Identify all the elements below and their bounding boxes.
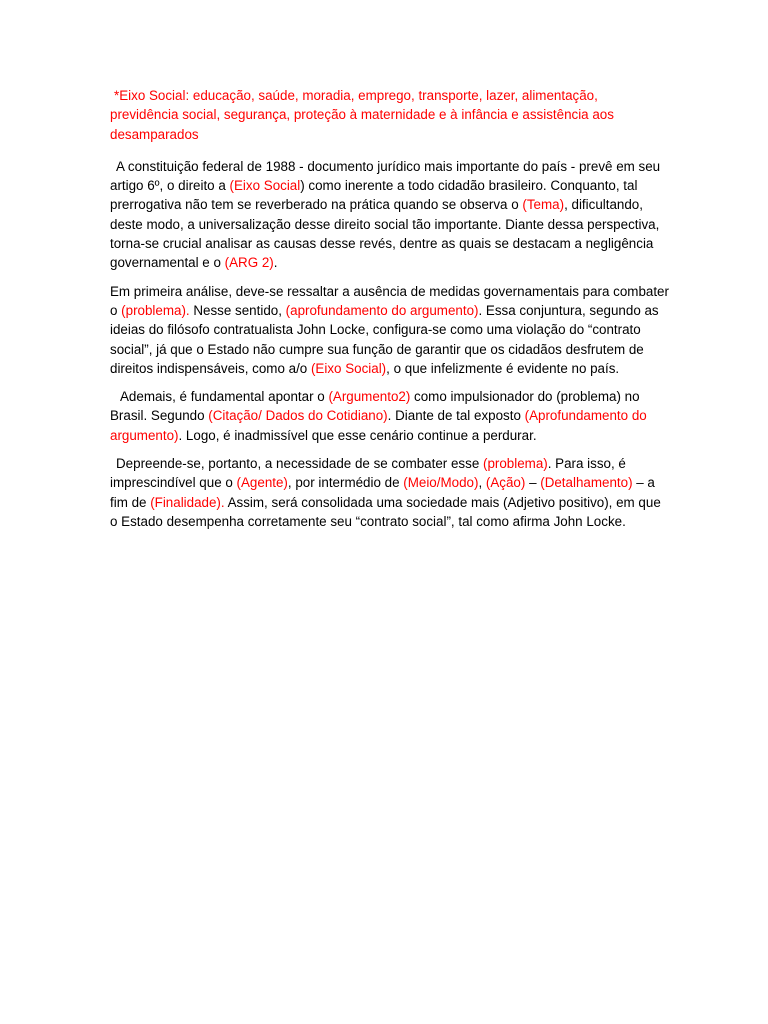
body-text: ) como inerente a todo cidadão brasileiro. Conquanto, tal prerrogativa não tem se reverberado na prática quando se observa o [110,178,638,213]
body-text: Nesse sentido, [189,302,286,318]
placeholder-text: (Eixo Social) [310,360,387,376]
placeholder-text: (Meio/Modo) [403,475,479,491]
placeholder-text: (Tema) [522,197,565,213]
body-text: , por intermédio de [287,475,404,491]
placeholder-text: (Aprofundamento do argumento) [110,408,647,443]
body-text: A constituição federal de 1988 - documento jurídico mais importante do país - prevê em seu artigo 6º, o direito a [110,158,661,194]
document-page [110,86,670,540]
development-paragraph-1 [110,282,670,378]
body-text: , dificultando, deste modo, a universalização desse direito social tão importante. Diante dessa perspectiva, torna-se crucial analisar as causas desse revés, dentre as quais se destacam a negligência governamental e o [110,197,660,271]
body-text: Depreende-se, portanto, a necessidade de se combater esse [116,456,483,472]
placeholder-text: (Argumento2) [328,389,411,405]
body-text: Em primeira análise, deve-se ressaltar a ausência de medidas governamentais para combater o [110,283,669,318]
body-text: Assim, será consolidada uma sociedade mais (Adjetivo positivo), em que o Estado desempenha corretamente seu “contrato social”, tal como afirma John Locke. [110,494,661,529]
introduction-paragraph [110,157,670,273]
placeholder-text: (Ação) [485,475,526,491]
body-text: – [525,475,541,491]
placeholder-text: (Finalidade). [150,494,225,510]
body-text: . Para isso, é imprescindível que o [110,456,626,491]
body-text: , [478,475,486,491]
body-text: . Diante de tal exposto [387,408,525,424]
body-text: – a fim de [110,475,655,510]
placeholder-text: (Agente) [236,475,288,491]
placeholder-text: (Citação/ Dados do Cotidiano) [208,408,388,424]
body-text: , o que infelizmente é evidente no país. [386,360,620,376]
body-text: . Logo, é inadmissível que esse cenário continue a perdurar. [178,427,537,443]
placeholder-text: (aprofundamento do argumento) [285,302,479,318]
placeholder-text: (ARG 2) [224,255,274,271]
conclusion-paragraph [110,454,670,531]
eixo-social-header: *Eixo Social: educação, saúde, moradia, emprego, transporte, lazer, alimentação, previdência social, segurança, proteção à maternidade e à infância e assistência aos desamparados [110,88,614,142]
placeholder-text: (problema). [121,302,190,318]
placeholder-text: (Eixo Social [229,178,301,194]
body-text: . Essa conjuntura, segundo as ideias do filósofo contratualista John Locke, configura-se como uma violação do “contrato social”, já que o Estado não cumpre sua função de garantir que os cidadãos desfrutem de direitos indispensáveis, como a/o [110,302,659,376]
body-text: como impulsionador do (problema) no Brasil. Segundo [110,389,640,424]
placeholder-text: (Detalhamento) [540,475,633,491]
development-paragraph-2 [110,387,670,445]
placeholder-text: (problema) [482,456,548,472]
body-text: . [273,255,278,271]
body-text: Ademais, é fundamental apontar o [120,389,329,405]
